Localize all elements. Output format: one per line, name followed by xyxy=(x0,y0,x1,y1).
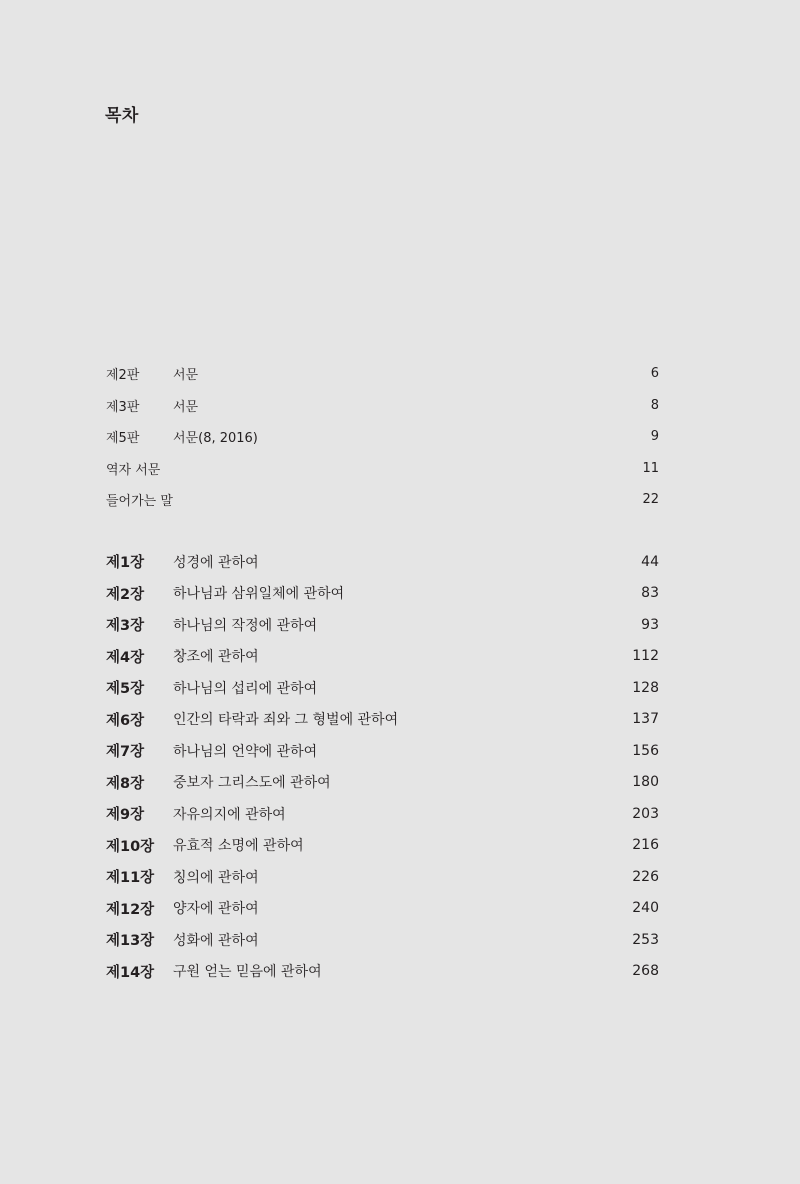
chapter-label: 제2장 xyxy=(106,586,145,603)
chapter-page-number: 180 xyxy=(632,774,659,791)
toc-entry-preface-5th[interactable] xyxy=(106,421,659,453)
entry-page-number: 8 xyxy=(650,397,659,413)
chapter-label: 제6장 xyxy=(106,712,145,729)
chapter-page-number: 83 xyxy=(641,585,659,602)
entry-title: 서문(8, 2016) xyxy=(173,431,258,447)
toc-entry-chapter-9[interactable] xyxy=(106,798,659,830)
toc-entry-chapter-4[interactable] xyxy=(106,641,659,673)
entry-title: 서문 xyxy=(173,399,199,415)
chapter-title: 인간의 타락과 죄와 그 형벌에 관하여 xyxy=(173,712,399,729)
toc-entry-introduction[interactable] xyxy=(106,484,659,516)
chapter-title: 하나님의 언약에 관하여 xyxy=(173,743,318,760)
chapter-label: 제10장 xyxy=(106,838,155,855)
entry-page-number: 22 xyxy=(642,492,659,508)
chapter-title: 하나님의 섭리에 관하여 xyxy=(173,680,318,697)
entry-label: 제2판 xyxy=(106,368,140,384)
entry-label: 제5판 xyxy=(106,431,140,447)
chapter-page-number: 128 xyxy=(632,679,659,696)
chapter-label: 제14장 xyxy=(106,964,155,981)
chapter-page-number: 268 xyxy=(632,963,659,980)
chapter-label: 제3장 xyxy=(106,618,145,635)
toc-entry-chapter-1[interactable] xyxy=(106,546,659,578)
toc-entry-chapter-3[interactable] xyxy=(106,609,659,641)
chapter-page-number: 156 xyxy=(632,742,659,759)
chapter-title: 자유의지에 관하여 xyxy=(173,806,286,823)
chapter-title: 성경에 관하여 xyxy=(173,554,259,571)
chapter-page-number: 112 xyxy=(632,648,659,665)
chapter-title: 양자에 관하여 xyxy=(173,901,259,918)
toc-entry-chapter-2[interactable] xyxy=(106,578,659,610)
toc-entry-chapter-14[interactable] xyxy=(106,956,659,988)
toc-entry-chapter-12[interactable] xyxy=(106,893,659,925)
page-title: 목차 xyxy=(105,106,139,126)
chapter-label: 제4장 xyxy=(106,649,145,666)
chapter-page-number: 240 xyxy=(632,900,659,917)
chapter-title: 창조에 관하여 xyxy=(173,649,259,666)
toc-entry-preface-3rd[interactable] xyxy=(106,390,659,422)
chapter-page-number: 216 xyxy=(632,837,659,854)
chapter-page-number: 253 xyxy=(632,931,659,948)
toc-entry-chapter-8[interactable] xyxy=(106,767,659,799)
entry-title: 역자 서문 xyxy=(106,462,161,478)
toc-entry-chapter-10[interactable] xyxy=(106,830,659,862)
chapter-title: 구원 얻는 믿음에 관하여 xyxy=(173,964,322,981)
chapter-label: 제12장 xyxy=(106,901,155,918)
toc-entry-chapter-13[interactable] xyxy=(106,924,659,956)
entry-label: 제3판 xyxy=(106,399,140,415)
chapter-title: 유효적 소명에 관하여 xyxy=(173,838,304,855)
chapter-page-number: 203 xyxy=(632,805,659,822)
entry-page-number: 6 xyxy=(650,366,659,382)
chapter-page-number: 137 xyxy=(632,711,659,728)
chapter-label: 제11장 xyxy=(106,870,155,887)
chapter-title: 하나님의 작정에 관하여 xyxy=(173,617,318,634)
toc-entry-preface-2nd[interactable] xyxy=(106,358,659,390)
entry-title: 들어가는 말 xyxy=(106,494,173,510)
chapter-page-number: 93 xyxy=(641,616,659,633)
chapter-label: 제9장 xyxy=(106,807,145,824)
entry-page-number: 11 xyxy=(642,460,659,476)
chapter-label: 제8장 xyxy=(106,775,145,792)
entry-title: 서문 xyxy=(173,368,199,384)
chapter-title: 하나님과 삼위일체에 관하여 xyxy=(173,586,345,603)
toc-entry-chapter-11[interactable] xyxy=(106,861,659,893)
chapter-title: 중보자 그리스도에 관하여 xyxy=(173,775,331,792)
chapter-page-number: 226 xyxy=(632,868,659,885)
chapter-label: 제13장 xyxy=(106,933,155,950)
chapter-label: 제7장 xyxy=(106,744,145,761)
front-matter-list xyxy=(106,358,659,516)
toc-entry-chapter-7[interactable] xyxy=(106,735,659,767)
toc-entry-chapter-6[interactable] xyxy=(106,704,659,736)
chapter-title: 성화에 관하여 xyxy=(173,932,259,949)
chapter-title: 칭의에 관하여 xyxy=(173,869,259,886)
entry-page-number: 9 xyxy=(650,429,659,445)
chapter-page-number: 44 xyxy=(641,553,659,570)
toc-entry-translator-preface[interactable] xyxy=(106,453,659,485)
chapter-label: 제5장 xyxy=(106,681,145,698)
chapter-label: 제1장 xyxy=(106,555,145,572)
toc-entry-chapter-5[interactable] xyxy=(106,672,659,704)
chapter-list xyxy=(106,546,659,987)
